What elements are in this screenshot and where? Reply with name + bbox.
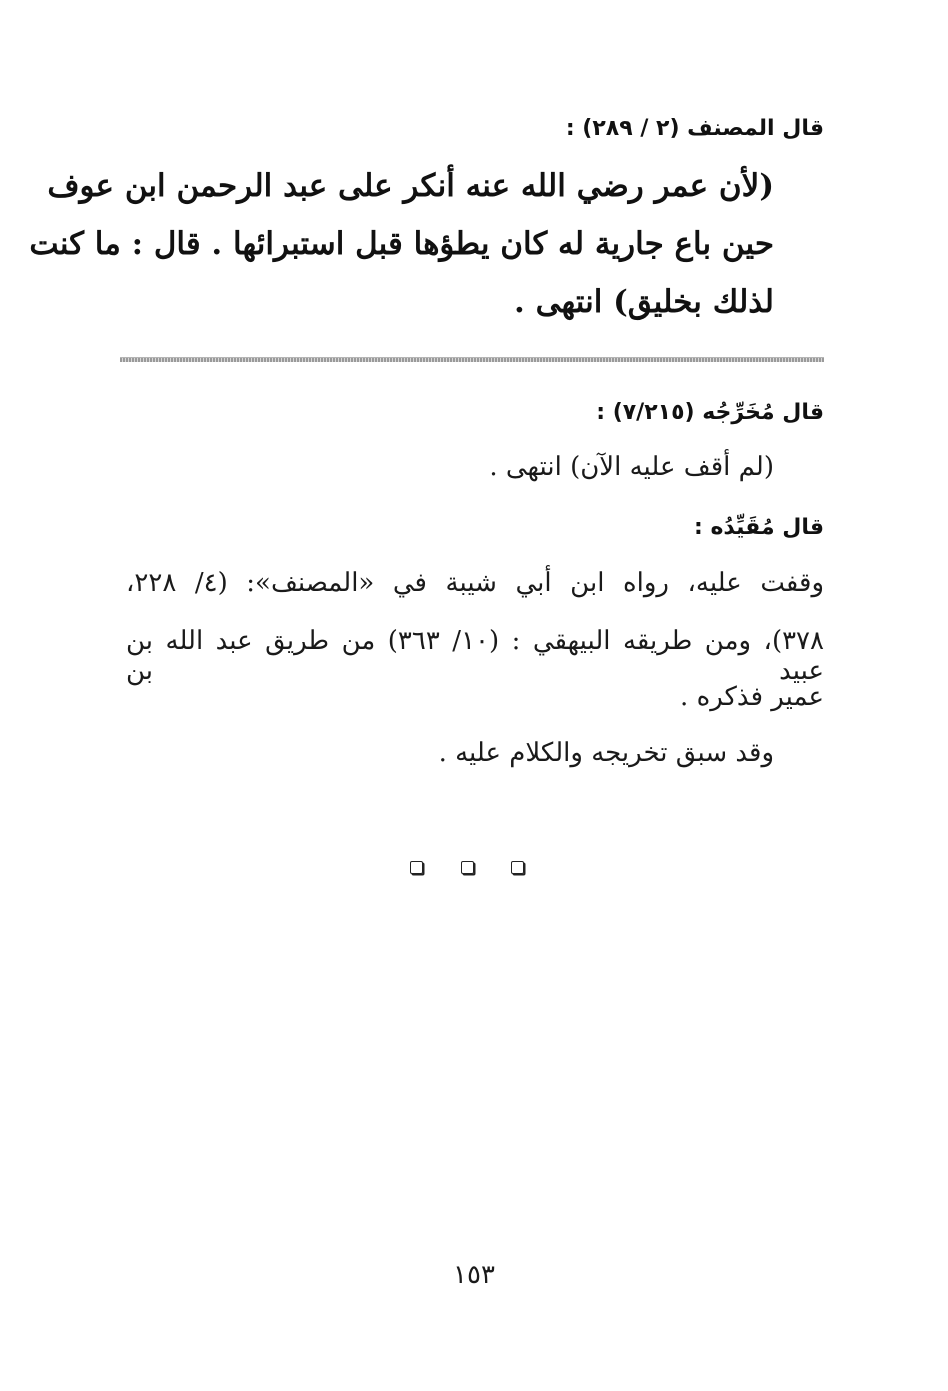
section-separator (120, 357, 824, 362)
paragraph-line-1: وقفت عليه، رواه ابن أبي شيبة في «المصنف»: (٤/ ٢٢٨، (126, 568, 824, 598)
page-number: ١٥٣ (453, 1260, 495, 1290)
square-ornament-icon (461, 861, 474, 874)
quote-line-3: لذلك بخليق) انتهى . (514, 284, 774, 320)
paragraph-line-3: عمير فذكره . (680, 682, 824, 712)
section-end-ornaments (410, 861, 524, 877)
section3-closing: وقد سبق تخريجه والكلام عليه . (438, 738, 774, 768)
section1-heading: قال المصنف (٢ / ٢٨٩) : (565, 116, 824, 141)
section3-heading: قال مُقَيِّدُه : (693, 515, 824, 540)
section2-text: (لم أقف عليه الآن) انتهى . (489, 452, 774, 482)
quote-line-1: (لأن عمر رضي الله عنه أنكر على عبد الرحمن ابن عوف (47, 168, 774, 204)
paragraph-line-2: ٣٧٨)، ومن طريقه البيهقي : (١٠/ ٣٦٣) من طريق عبد الله بن عبيد بن (126, 626, 824, 686)
square-ornament-icon (410, 861, 423, 874)
section2-heading: قال مُخَرِّجُه (٧/٢١٥) : (596, 400, 824, 425)
square-ornament-icon (511, 861, 524, 874)
quote-line-2: حين باع جارية له كان يطؤها قبل استبرائها . قال : ما كنت (29, 226, 774, 262)
